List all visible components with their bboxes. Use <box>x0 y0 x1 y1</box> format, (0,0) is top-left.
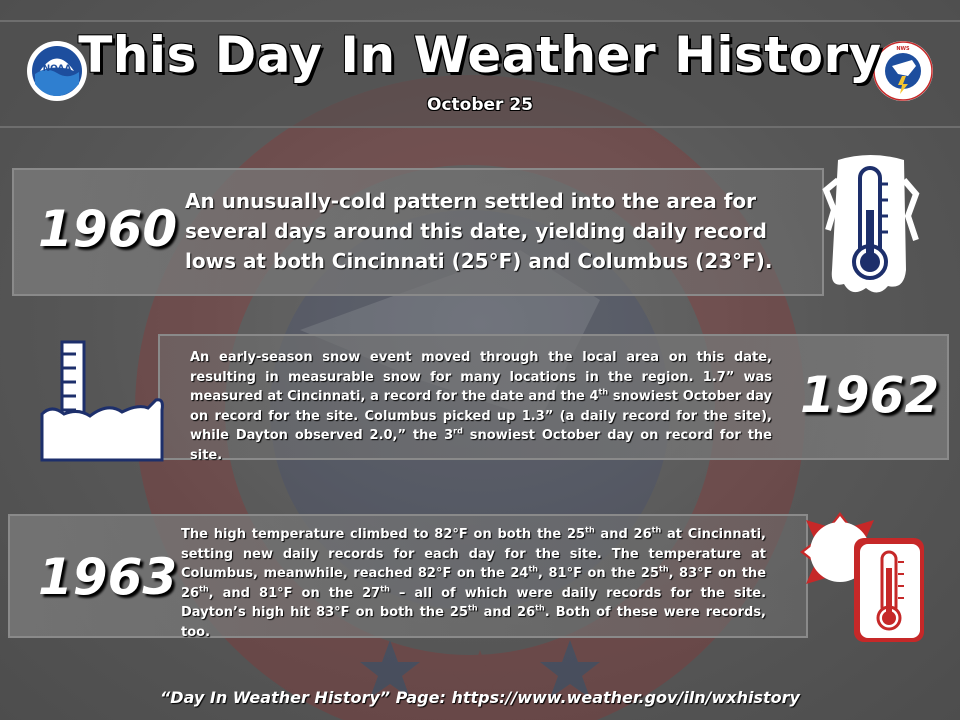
event-text-part: – all of which were daily records for the site. Dayton’s high hit 83°F on both the 25 <box>181 585 767 620</box>
ordinal-suffix: th <box>468 603 478 613</box>
ordinal-suffix: th <box>535 603 545 613</box>
event-text-part: at Cincinnati, setting new daily records for each day for the site. The temperature at Columbus, meanwhile, reached 82°F on the 24 <box>181 527 766 581</box>
svg-text:NOAA: NOAA <box>42 64 72 74</box>
page-title: This Day In Weather History <box>78 26 882 84</box>
page-date: October 25 <box>427 95 533 115</box>
event-text-part: , and 81°F on the 27 <box>208 585 381 601</box>
ordinal-suffix: th <box>585 525 595 535</box>
event-text-part: . Both of these were records, too. <box>181 605 766 640</box>
ordinal-suffix: th <box>528 564 539 574</box>
event-text-part: An early-season snow event moved through the local area on this date, resulting in measurable snow for many locations in the region. 1.7” was measured at Cincinnati, a record for the date and the 4 <box>190 350 772 404</box>
ordinal-suffix: rd <box>453 426 463 436</box>
snow-gauge-icon <box>38 338 166 464</box>
ordinal-suffix: th <box>598 387 609 397</box>
ordinal-suffix: th <box>380 584 390 594</box>
event-text-part: and 26 <box>477 605 536 620</box>
footer-link-text[interactable]: “Day In Weather History” Page: https://www.weather.gov/iln/wxhistory <box>160 688 800 707</box>
sun-thermometer-icon <box>800 512 930 642</box>
event-year: 1960 <box>38 200 178 258</box>
event-text-part: , 81°F on the 25 <box>538 566 660 581</box>
event-text-part: snowiest October day on record for the site. <box>190 428 772 463</box>
event-year: 1962 <box>800 366 940 424</box>
ordinal-suffix: th <box>659 564 669 574</box>
event-text-part: The high temperature climbed to 82°F on both the 25 <box>181 527 586 542</box>
event-text-part: snowiest October day on record for the site. Columbus picked up 1.3” (a daily record for the site), while Dayton observed 2.0,” the 3 <box>190 389 773 443</box>
ordinal-suffix: th <box>199 584 209 594</box>
event-text-part: and 26 <box>594 527 652 542</box>
event-text: An unusually-cold pattern settled into the area for several days around this date, yielding daily record lows at both Cincinnati (25°F) and Columbus (23°F). <box>185 189 773 273</box>
event-text <box>181 525 766 642</box>
event-year: 1963 <box>38 548 178 606</box>
svg-text:NWS: NWS <box>896 46 910 52</box>
event-text <box>190 348 772 465</box>
ordinal-suffix: th <box>651 525 662 535</box>
cold-thermometer-icon <box>818 150 922 300</box>
event-text-part: , 83°F on the 26 <box>181 566 767 601</box>
